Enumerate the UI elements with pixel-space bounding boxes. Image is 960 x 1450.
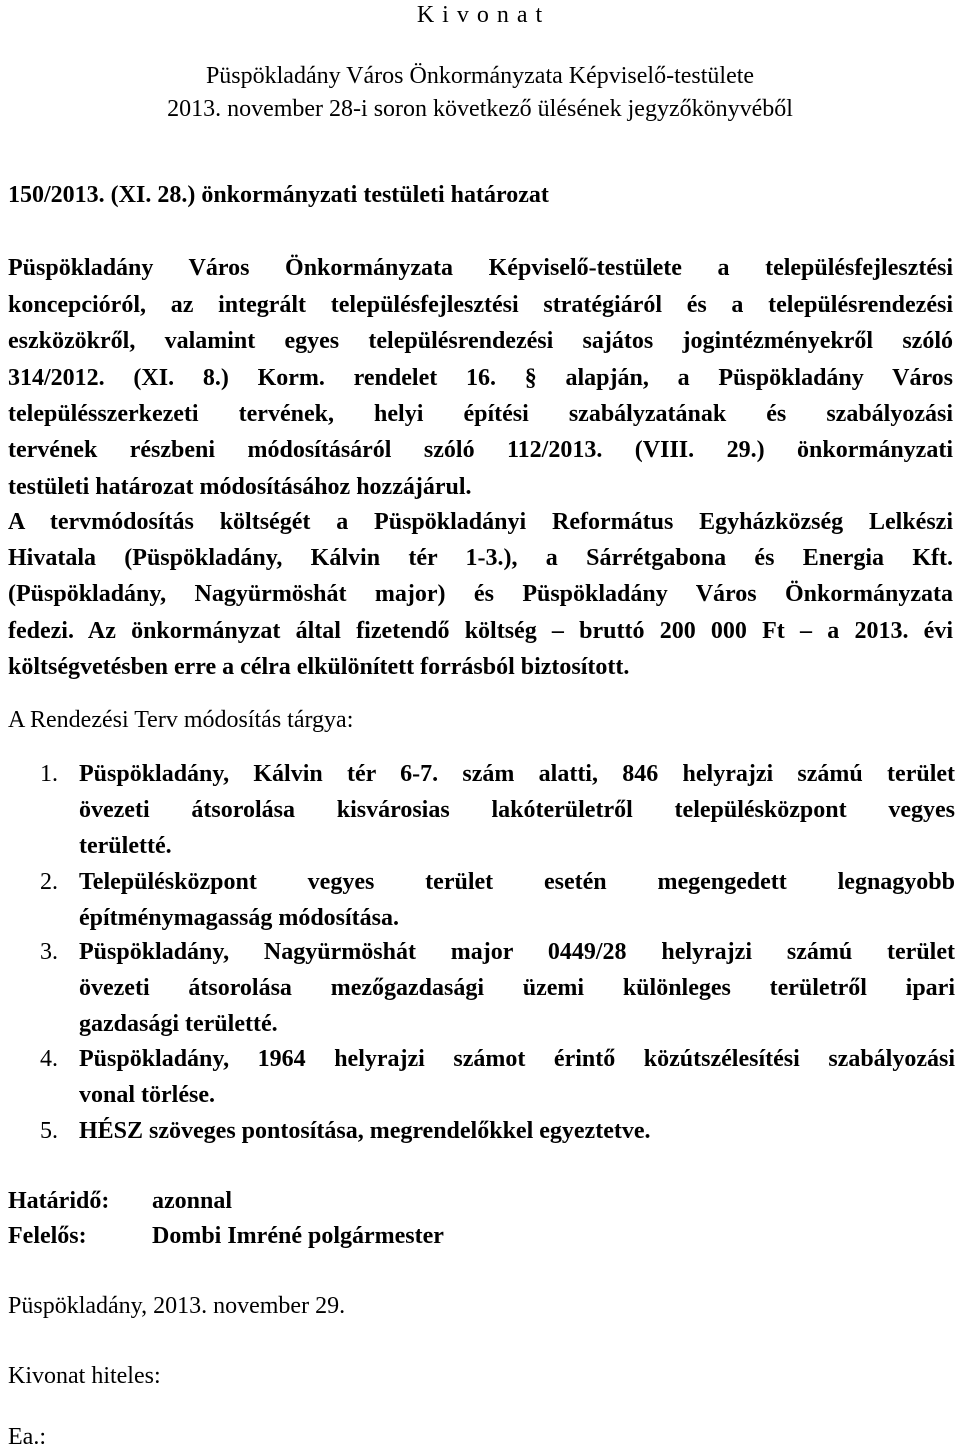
list-item-line: területté. bbox=[79, 833, 172, 859]
body-line: Püspökladány Város Önkormányzata Képviselő-testülete a településfejlesztési bbox=[8, 255, 953, 281]
body-line: fedezi. Az önkormányzat által fizetendő költség – bruttó 200 000 Ft – a 2013. évi bbox=[8, 618, 953, 644]
responsible-value: Dombi Imréné polgármester bbox=[152, 1223, 444, 1249]
list-item-line: övezeti átsorolása kisvárosias lakóterületről településközpont vegyes bbox=[79, 797, 955, 823]
list-item-number: 3. bbox=[40, 939, 58, 965]
body-line: koncepcióról, az integrált településfejlesztési stratégiáról és a településrendezési bbox=[8, 292, 953, 318]
body-line: településszerkezeti tervének, helyi építési szabályzatának és szabályozási bbox=[8, 401, 953, 427]
list-item-number: 5. bbox=[40, 1118, 58, 1144]
body-line: tervének részbeni módosításáról szóló 112/2013. (VIII. 29.) önkormányzati bbox=[8, 437, 953, 463]
authenticity-label: Kivonat hiteles: bbox=[8, 1363, 161, 1389]
list-item-line: Püspökladány, 1964 helyrajzi számot érintő közútszélesítési szabályozási bbox=[79, 1046, 955, 1072]
subject-heading: A Rendezési Terv módosítás tárgya: bbox=[8, 707, 354, 733]
list-item-line: övezeti átsorolása mezőgazdasági üzemi különleges területről ipari bbox=[79, 975, 955, 1001]
body-line: Hivatala (Püspökladány, Kálvin tér 1-3.), a Sárrétgabona és Energia Kft. bbox=[8, 545, 953, 571]
body-line: (Püspökladány, Nagyürmöshát major) és Püspökladány Város Önkormányzata bbox=[8, 581, 953, 607]
list-item-line: HÉSZ szöveges pontosítása, megrendelőkkel egyeztetve. bbox=[79, 1118, 651, 1144]
deadline-label: Határidő: bbox=[8, 1188, 110, 1214]
body-line: A tervmódosítás költségét a Püspökladányi Református Egyházközség Lelkészi bbox=[8, 509, 953, 535]
list-item-line: vonal törlése. bbox=[79, 1082, 215, 1108]
list-item-line: Püspökladány, Nagyürmöshát major 0449/28 helyrajzi számú terület bbox=[79, 939, 955, 965]
body-line: 314/2012. (XI. 8.) Korm. rendelet 16. § alapján, a Püspökladány Város bbox=[8, 365, 953, 391]
document-title: K i v o n a t bbox=[416, 2, 544, 28]
responsible-label: Felelős: bbox=[8, 1223, 87, 1249]
list-item-number: 2. bbox=[40, 869, 58, 895]
list-item-number: 4. bbox=[40, 1046, 58, 1072]
list-item-line: Településközpont vegyes terület esetén megengedett legnagyobb bbox=[79, 869, 955, 895]
list-item-line: Püspökladány, Kálvin tér 6-7. szám alatti, 846 helyrajzi számú terület bbox=[79, 761, 955, 787]
council-name: Püspökladány Város Önkormányzata Képviselő-testülete bbox=[205, 63, 755, 89]
resolution-title: 150/2013. (XI. 28.) önkormányzati testületi határozat bbox=[8, 182, 549, 208]
place-date: Püspökladány, 2013. november 29. bbox=[8, 1293, 346, 1319]
list-item-line: gazdasági területté. bbox=[79, 1011, 278, 1037]
list-item-number: 1. bbox=[40, 761, 58, 787]
body-line: testületi határozat módosításához hozzájárul. bbox=[8, 474, 472, 500]
meeting-reference: 2013. november 28-i soron következő ülésének jegyzőkönyvéből bbox=[167, 96, 793, 122]
ea-label: Ea.: bbox=[8, 1424, 46, 1450]
list-item-line: építménymagasság módosítása. bbox=[79, 905, 400, 931]
body-line: eszközökről, valamint egyes településrendezési sajátos jogintézményekről szóló bbox=[8, 328, 953, 354]
body-line: költségvetésben erre a célra elkülönített forrásból biztosított. bbox=[8, 654, 630, 680]
deadline-value: azonnal bbox=[152, 1188, 233, 1214]
